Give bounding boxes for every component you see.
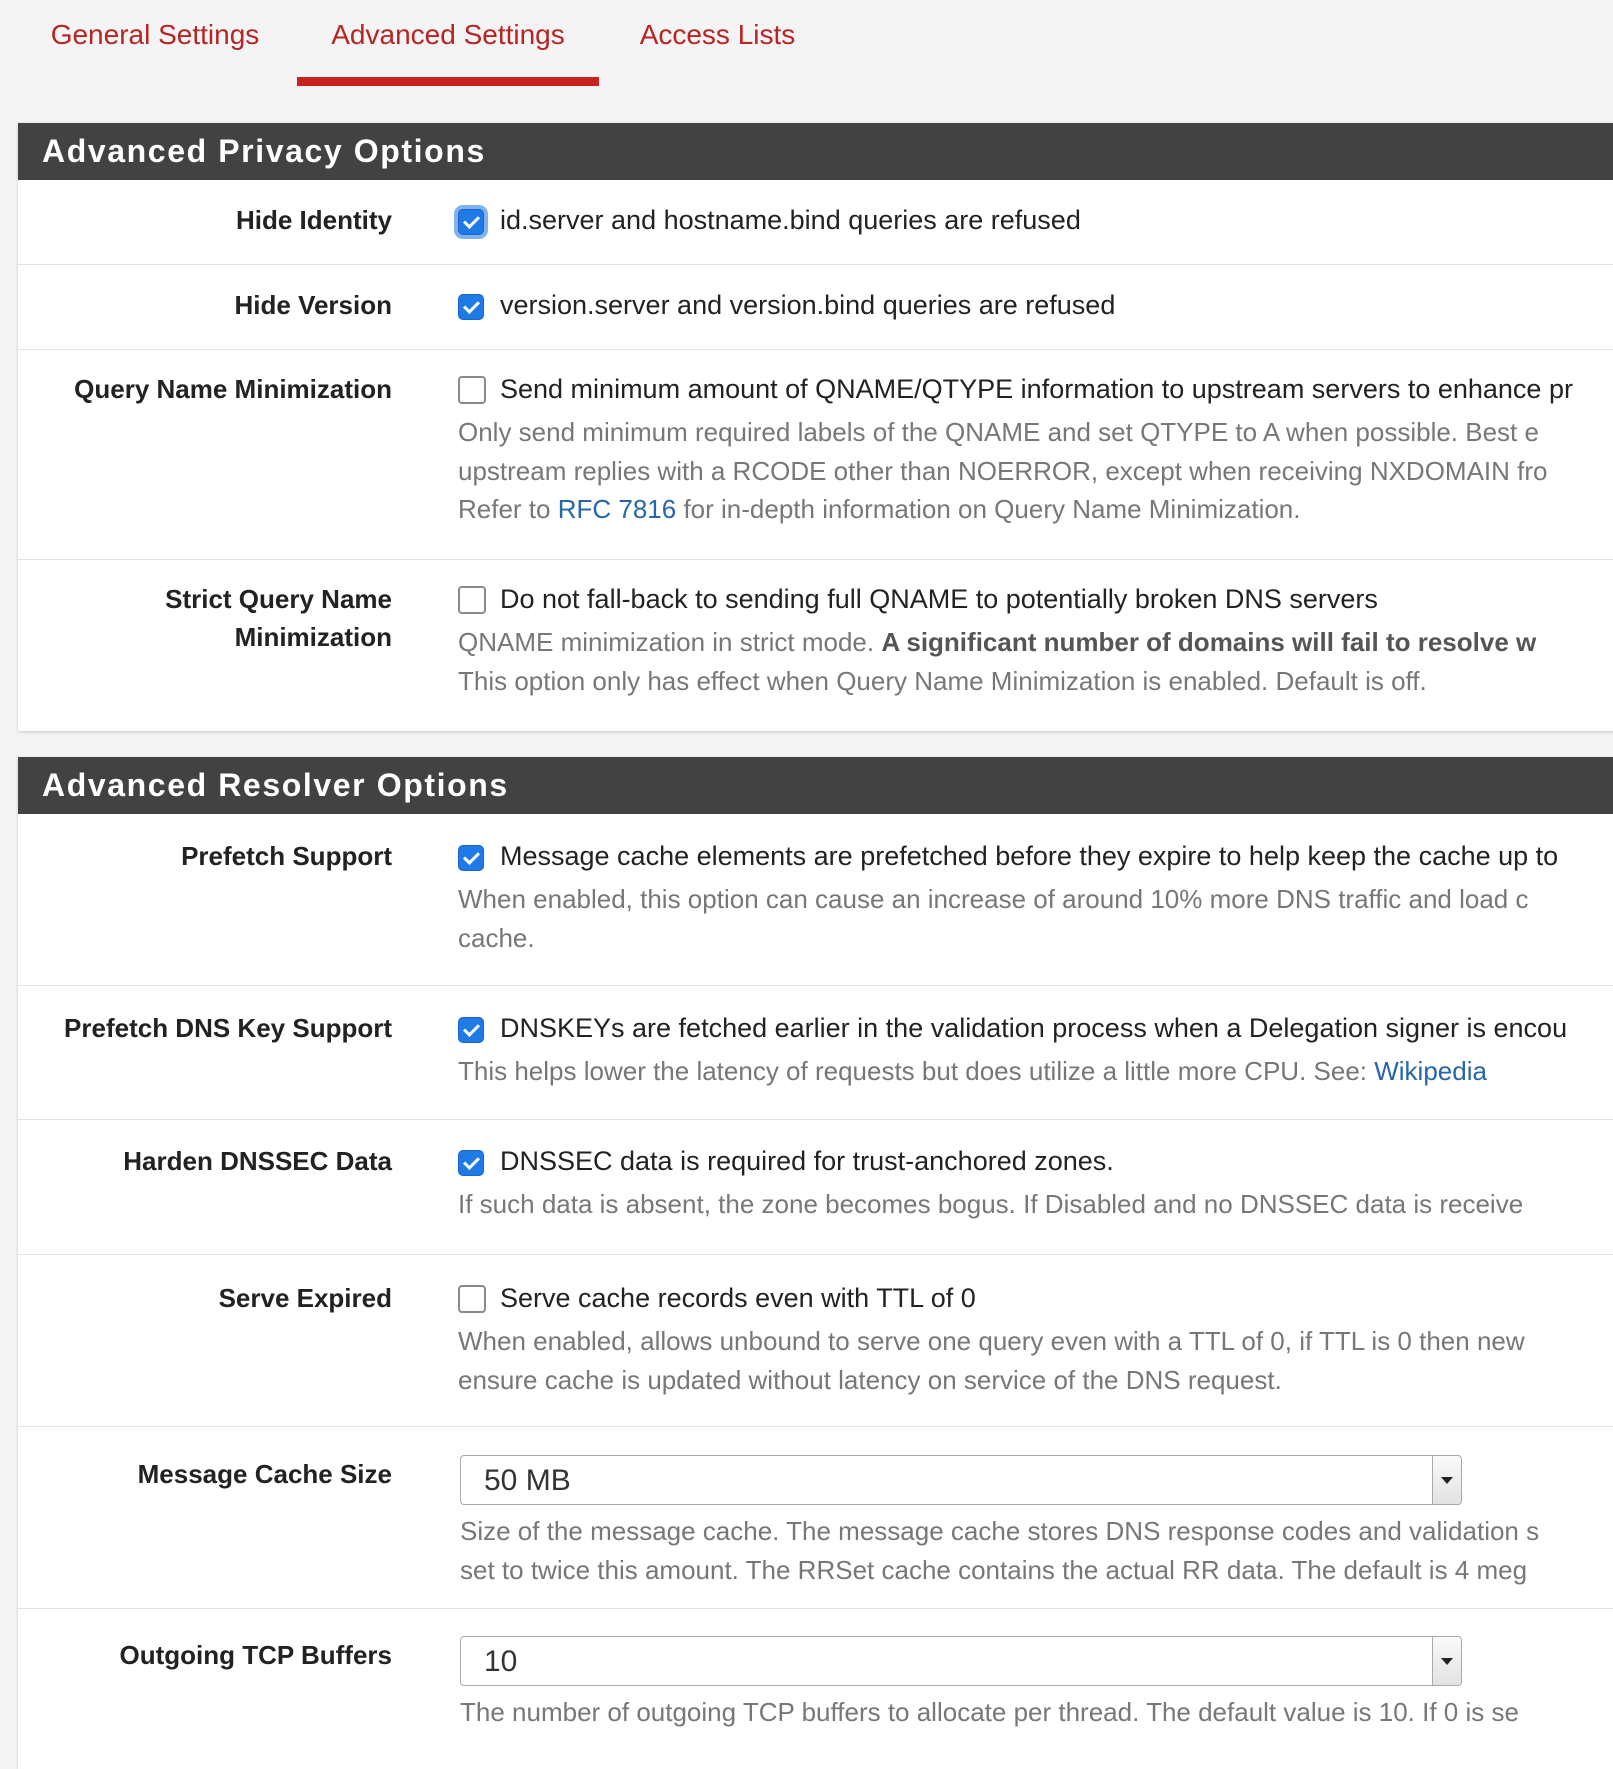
hide-identity-checkbox[interactable] <box>458 209 484 235</box>
checkbox-label: Message cache elements are prefetched before they expire to help keep the cache up to <box>500 841 1559 871</box>
checkbox-label: id.server and hostname.bind queries are refused <box>500 205 1081 235</box>
field-label: Serve Expired <box>218 1283 392 1313</box>
help-text: If such data is absent, the zone becomes bogus. If Disabled and no DNSSEC data is receive <box>458 1189 1524 1219</box>
strict-query-name-minimization-checkbox[interactable] <box>458 586 486 614</box>
message-cache-size-row <box>18 1427 1613 1609</box>
hide-version-row <box>18 265 1613 350</box>
message-cache-size-select[interactable]: 50 MB <box>460 1455 1462 1505</box>
hide-identity-row <box>18 180 1613 265</box>
serve-expired-checkbox[interactable] <box>458 1285 486 1313</box>
prefetch-support-row <box>18 814 1613 986</box>
checkbox-label: version.server and version.bind queries are refused <box>500 290 1116 320</box>
serve-expired-row <box>18 1255 1613 1427</box>
field-label: Query Name Minimization <box>74 374 392 404</box>
query-name-minimization-checkbox[interactable] <box>458 376 486 404</box>
field-label: Outgoing TCP Buffers <box>119 1640 392 1670</box>
help-text: When enabled, this option can cause an increase of around 10% more DNS traffic and load c cache. <box>458 884 1529 953</box>
field-label: Prefetch DNS Key Support <box>64 1013 392 1043</box>
rfc-7816-link[interactable]: RFC 7816 <box>557 494 677 524</box>
prefetch-dns-key-support-row <box>18 986 1613 1120</box>
checkbox-label: Serve cache records even with TTL of 0 <box>500 1283 976 1313</box>
help-text: QNAME minimization in strict mode. A significant number of domains will fail to resolve w This option only has effect when Query Name Minimization is enabled. Default is off. <box>458 627 1537 696</box>
help-text: Only send minimum required labels of the QNAME and set QTYPE to A when possible. Best e upstream replies with a RCODE other than NOERROR, except when receiving NXDOMAIN fro Refer to RFC 7816 for in-depth information on Query Name Minimization. <box>458 417 1548 524</box>
tab-bar <box>0 0 1613 120</box>
outgoing-tcp-buffers-row <box>18 1609 1613 1769</box>
tab-general-settings[interactable]: General Settings <box>50 19 260 50</box>
checkbox-label: DNSSEC data is required for trust-anchored zones. <box>500 1146 1114 1176</box>
field-label: Prefetch Support <box>181 841 392 871</box>
prefetch-support-checkbox[interactable] <box>458 845 484 871</box>
help-text: When enabled, allows unbound to serve one query even with a TTL of 0, if TTL is 0 then new ensure cache is updated without latency on service of the DNS request. <box>458 1326 1525 1395</box>
hide-version-checkbox[interactable] <box>458 294 484 320</box>
wikipedia-link[interactable]: Wikipedia <box>1374 1056 1487 1086</box>
chevron-down-icon[interactable] <box>1432 1456 1461 1504</box>
field-label: Harden DNSSEC Data <box>123 1146 392 1176</box>
tab-advanced-settings[interactable]: Advanced Settings <box>297 0 599 86</box>
field-label: Hide Version <box>234 290 392 320</box>
field-label: Strict Query Name Minimization <box>165 584 392 652</box>
strict-query-name-minimization-row <box>18 560 1613 731</box>
tab-access-lists[interactable]: Access Lists <box>639 19 796 50</box>
panel-heading: Advanced Resolver Options <box>18 757 1613 814</box>
harden-dnssec-data-row <box>18 1120 1613 1255</box>
field-label: Hide Identity <box>235 205 392 235</box>
panel-heading: Advanced Privacy Options <box>18 123 1613 180</box>
prefetch-dns-key-support-checkbox[interactable] <box>458 1017 484 1043</box>
harden-dnssec-data-checkbox[interactable] <box>458 1150 484 1176</box>
resolver-options-panel <box>18 757 1613 1769</box>
help-text: Size of the message cache. The message cache stores DNS response codes and validation s set to twice this amount. The RRSet cache contains the actual RR data. The default is 4 meg <box>460 1516 1540 1585</box>
query-name-minimization-row <box>18 350 1613 560</box>
privacy-options-panel <box>18 123 1613 731</box>
help-text: The number of outgoing TCP buffers to allocate per thread. The default value is 10. If 0 is se <box>460 1697 1519 1727</box>
field-label: Message Cache Size <box>137 1459 392 1489</box>
checkbox-label: DNSKEYs are fetched earlier in the validation process when a Delegation signer is encou <box>500 1013 1568 1043</box>
checkbox-label: Send minimum amount of QNAME/QTYPE information to upstream servers to enhance pr <box>500 374 1573 404</box>
checkbox-label: Do not fall-back to sending full QNAME to potentially broken DNS servers <box>500 584 1378 614</box>
outgoing-tcp-buffers-select[interactable]: 10 <box>460 1636 1462 1686</box>
chevron-down-icon[interactable] <box>1432 1637 1461 1685</box>
help-text: This helps lower the latency of requests but does utilize a little more CPU. See: Wikipedia <box>458 1056 1487 1086</box>
